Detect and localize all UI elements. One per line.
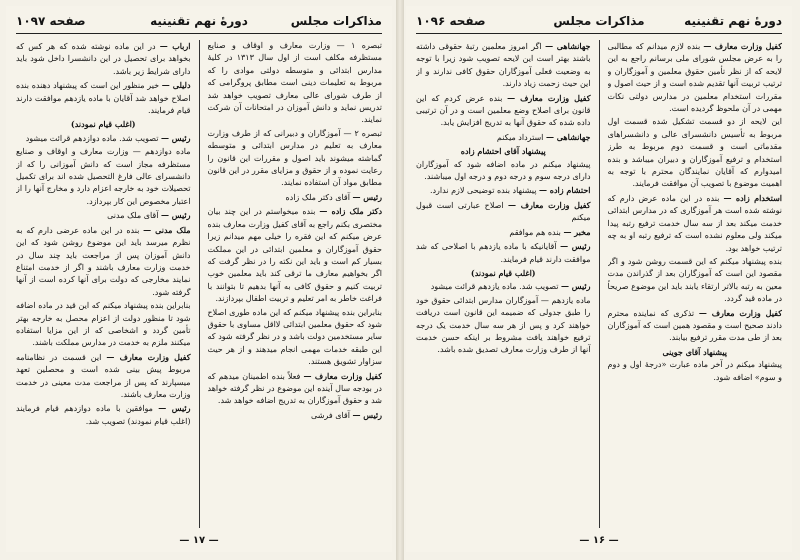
paragraph-text: ماده دوازدهم — وزارت معارف و اوقاف و صنایع مستظرفه مجاز است که دانش آموزانی را که از دانشسرای عالی فارغ التحصیل شده اند برای تکمیل تحصیلات خود به خارجه اعزام دارد و مخارج آنها را از اعتبار مخصوص این کار بپردازد.	[16, 147, 191, 206]
paragraph	[608, 116, 783, 190]
paragraph-text: تبصره ۲ — آموزگاران و دبیرانی که از طرف وزارت معارف به تعلیم در مدارس ابتدائی و متوسطه گماشته میشوند باید اصول و مقررات این قانون را رعایت نموده و از حقوق و مزایای مقرر در این قانون مطابق مواد آن استفاده نمایند.	[207, 128, 382, 188]
section-heading: (اغلب قیام نمودند)	[470, 267, 536, 278]
paragraph	[608, 40, 783, 115]
paragraph	[16, 351, 191, 402]
paragraph-text: پیشنهاد بنده توضیحی لازم ندارد.	[429, 186, 537, 196]
paragraph	[416, 159, 591, 184]
paragraph	[208, 191, 383, 204]
paragraph	[16, 146, 191, 208]
right-page-left-column	[416, 40, 591, 528]
paragraph-text: پیشنهاد میکنم در ماده اضافه شود که آموزگاران دارای درجه سوم و درجه دوم و درجه اول میباشند.	[416, 159, 591, 182]
paragraph	[416, 199, 591, 225]
paragraph	[608, 307, 783, 345]
paragraph-text: موافقین با ماده دوازدهم قیام فرمایند (اغلب قیام نمودند) تصویب شد.	[16, 404, 191, 426]
paragraph-text: فعلاً بنده اطمینان میدهم که در بودجه سال آینده این موضوع در نظر گرفته خواهد شد و حقوق آموزگاران به تدریج اضافه خواهد شد.	[207, 371, 382, 406]
right-page-footer-number: — ۱۶ —	[579, 535, 619, 546]
column-divider	[599, 40, 600, 528]
paragraph	[608, 192, 783, 255]
speaker-name: احتشام زاده —	[538, 185, 591, 196]
speaker-name: ارباب —	[159, 41, 191, 51]
speaker-name: مخبر —	[563, 226, 591, 237]
left-header-rule	[16, 33, 382, 34]
paragraph-text: بنده پیشنهاد میکنم که این قسمت روشن شود و اگر مقصود این است که آموزگاران بعد از گذراندن مدت معین به رتبه بالاتر ارتقاء یابند باید این موضوع صریحاً در ماده قید گردد.	[607, 256, 782, 304]
paragraph-text: اگر امروز معلمین رتبهٔ حقوقی داشته باشند بهتر است این لایحه تصویب شود زیرا با توجه به وضعیت فعلی آموزگاران حقوق کافی ندارند و از این حیث زحمت زیاد دارند.	[416, 42, 591, 89]
column-divider	[199, 40, 200, 528]
paragraph	[208, 128, 383, 190]
section-heading: پیشنهاد آقای احتشام زاده	[460, 146, 546, 157]
paragraph	[416, 240, 591, 266]
left-page-header	[16, 14, 382, 32]
paragraph-text: آقای ملک مدنی	[107, 211, 159, 221]
paragraph-text: بنده میخواستم در این چند بیان مختصری بکنم راجع به آقای کفیل وزارت معارف بنده عرض میکنم که این فقره را خیلی مهم میدانم زیرا حقوق آموزگاران و معلمین ابتدائی در این مملکت بسیار کم است و باید این نکته را در نظر گرفت که اگر بخواهیم معارف ما ترقی کند باید معلمین خوب تربیت کنیم و حقوق کافی به آنها بدهیم تا بتوانند با فراغت خاطر به امر تعلیم و تربیت اطفال بپردازند.	[207, 207, 382, 304]
speaker-name: رئیس —	[352, 191, 382, 202]
paragraph-text: در این ماده نوشته شده که هر کس که بخواهد برای تحصیل در این دانشسرا داخل شود باید دارای شرایط زیر باشد.	[16, 42, 191, 76]
paragraph	[416, 226, 591, 239]
speaker-name: ملک مدنی —	[143, 224, 191, 235]
paragraph-text: اصلاح عبارتی است قبول میکنم	[416, 200, 591, 223]
paragraph-text: بنده عرض کردم که این قانون برای اصلاح وضع معلمین است و در آن ترتیبی داده شده که حقوق آنها به تدریج افزایش یابد.	[416, 93, 591, 128]
paragraph-text: این قسمت در نظامنامه مربوط پیش بینی شده است و محصلین تعهد میسپارند که پس از مراجعت مدت معینی در خدمت وزارت معارف باشند.	[16, 352, 191, 399]
paragraph-text: تصویب شد. ماده یازدهم قرائت میشود	[430, 282, 559, 292]
paragraph	[208, 370, 383, 408]
paragraph	[16, 209, 191, 222]
right-page-header	[416, 14, 782, 32]
paragraph-text: آقای دکتر ملک زاده	[285, 192, 350, 202]
speaker-name: کفیل وزارت معارف —	[106, 351, 191, 362]
paragraph-text: بنده هم موافقم	[509, 227, 561, 237]
paragraph-text: استرداد میکنم	[496, 132, 544, 142]
right-header-session: دورهٔ نهم تقنینیه	[684, 14, 782, 28]
speaker-name: کفیل وزارت معارف —	[303, 370, 382, 381]
paragraph	[16, 402, 191, 428]
speaker-name: رئیس —	[158, 403, 191, 414]
paragraph	[208, 307, 383, 369]
speaker-name: رئیس —	[352, 409, 382, 420]
paragraph-text: بنابراین بنده پیشنهاد میکنم که این قید در ماده اضافه شود تا منظور دولت از اعزام محصل به خارجه بهتر تأمین گردد و اشخاصی که از این مزایا استفاده میکنند ملزم به خدمت در مدارس مملکت باشند.	[16, 301, 191, 348]
paragraph-text: بنده در این ماده عرض دارم که نوشته شده است هر آموزگاری که در مدارس ابتدائی خدمت میکند بعد از سه سال خدمت ترفیع رتبه پیدا میکند ولی معلوم نشده است که ترفیع رتبه او به چه ترتیب خواهد بود.	[607, 193, 782, 253]
section-heading: (اغلب قیام نمودند)	[70, 119, 136, 130]
left-header-session: دورهٔ نهم تقنینیه	[150, 14, 248, 28]
paragraph	[416, 92, 591, 130]
paragraph-text: تصویب شد. ماده دوازدهم قرائت میشود	[25, 133, 159, 143]
paragraph-text: خیر منظور این است که پیشنهاد دهنده بنده اصلاح خواهد شد آقایان با ماده یازدهم موافقت دارند قیام فرمایند.	[16, 81, 191, 116]
left-page-columns	[16, 40, 382, 528]
paragraph	[16, 300, 191, 350]
left-page-left-column	[16, 40, 191, 528]
right-header-rule	[416, 33, 782, 34]
paragraph	[208, 409, 383, 422]
section-heading: پیشنهاد آقای جوینی	[662, 346, 728, 357]
speaker-name: رئیس —	[561, 281, 591, 292]
speaker-name: کفیل وزارت معارف —	[508, 199, 591, 210]
speaker-name: کفیل وزارت معارف —	[703, 41, 782, 51]
paragraph	[416, 295, 591, 357]
right-page	[406, 6, 792, 552]
paragraph	[416, 40, 591, 91]
paragraph	[608, 359, 783, 384]
paragraph	[208, 40, 383, 127]
paragraph	[16, 224, 191, 299]
paragraph-text: ماده یازدهم — آموزگاران مدارس ابتدائی حقوق خود را طبق جدولی که ضمیمه این قانون است دریافت خواهند کرد و پس از هر سه سال خدمت یک درجه ترفیع خواهند یافت مشروط بر اینکه حسن خدمت آنها از طرف وزارت معارف تصدیق شده باشد.	[416, 295, 591, 355]
speaker-name: جهانشاهی —	[545, 131, 591, 142]
paragraph	[416, 184, 591, 197]
paragraph	[416, 280, 591, 293]
speaker-name: کفیل وزارت معارف —	[507, 92, 591, 103]
paragraph-text: تذکری که نماینده محترم دادند صحیح است و مقصود همین است که آموزگاران بعد از طی مدت مقرر ترفیع بیابند.	[607, 308, 782, 343]
speaker-name: جهانشاهی —	[545, 41, 591, 51]
paragraph-text: آقایانیکه با ماده یازدهم با اصلاحی که شد موافقت دارند قیام فرمایند.	[416, 242, 591, 264]
left-header-title: مذاکرات مجلس	[290, 14, 382, 28]
speaker-name: استخدام زاده —	[723, 192, 782, 203]
speaker-name: دلیلی —	[161, 80, 191, 91]
paragraph	[16, 79, 191, 117]
paragraph	[416, 131, 591, 144]
left-page	[6, 6, 392, 552]
paragraph-text: پیشنهاد میکنم در آخر ماده عبارت «درجهٔ اول و دوم و سوم» اضافه شود.	[607, 360, 782, 382]
book-gutter	[396, 0, 404, 560]
right-page-columns	[416, 40, 782, 528]
left-page-right-column	[208, 40, 383, 528]
paragraph	[208, 205, 383, 305]
paragraph	[16, 132, 191, 145]
left-header-page-number: صفحه ۱۰۹۷	[16, 14, 86, 28]
paragraph-text: تبصره ۱ — وزارت معارف و اوقاف و صنایع مستظرفه مکلف است از اول سال ۱۳۱۳ در کلیهٔ مدارس ابتدائی و متوسطه دولتی موادی را که مربوط به تعلیمات دینی است مطابق پروگرامی که از طرف شورای عالی معارف تصویب خواهد شد تدریس نماید و دانش آموزان در امتحانات آن شرکت نمایند.	[207, 41, 382, 125]
paragraph-text: بنده در این ماده عرضی دارم که به نظرم میرسد باید این موضوع روشن شود که این دانش آموزان پس از مراجعت باید چند سال در خدمت وزارت معارف باشند و اگر از خدمت امتناع نمایند مخارجی که دولت برای آنها کرده است از آنها گرفته شود.	[16, 225, 191, 297]
paragraph-text: آقای فرشی	[311, 410, 350, 420]
paragraph-text: این لایحه از دو قسمت تشکیل شده قسمت اول مربوط به تأسیس دانشسرای عالی و دانشسراهای مقدماتی است و قسمت دوم مربوط به طرز استخدام و ترفیع آموزگاران و دبیران میباشد و بنده امیدوارم که آقایان نمایندگان محترم با توجه به اهمیت موضوع با تصویب آن موافقت فرمایند.	[607, 117, 782, 189]
speaker-name: رئیس —	[161, 210, 191, 221]
paragraph-text: بنابراین بنده پیشنهاد میکنم که این ماده طوری اصلاح شود که حقوق معلمین ابتدائی لااقل مساوی با حقوق سایر مستخدمین دولت باشد و در نظر گرفته شود که این طبقه خدمات مهمی انجام میدهند و از هر حیث سزاوار تشویق هستند.	[207, 307, 382, 367]
paragraph	[16, 40, 191, 78]
right-page-right-column	[608, 40, 783, 528]
paragraph	[608, 256, 783, 306]
left-page-footer-number: — ۱۷ —	[179, 535, 219, 546]
speaker-name: رئیس —	[560, 241, 591, 252]
right-header-page-number: صفحه ۱۰۹۶	[416, 14, 486, 28]
right-header-title: مذاکرات مجلس	[553, 14, 645, 28]
speaker-name: رئیس —	[161, 132, 191, 143]
paragraph-text: بنده لازم میدانم که مطالبی را به عرض مجلس شورای ملی برسانم راجع به این لایحه که از نظر تأمین حقوق معلمین و آموزگاران و ترتیب تربیت آنها تقدیم شده است و از حیث اصول و مقررات استخدام معلمین در مدارس دولتی نکات مهمی در آن ملحوظ گردیده است.	[607, 42, 782, 114]
speaker-name: کفیل وزارت معارف —	[698, 307, 782, 318]
speaker-name: دکتر ملک زاده —	[319, 206, 382, 217]
